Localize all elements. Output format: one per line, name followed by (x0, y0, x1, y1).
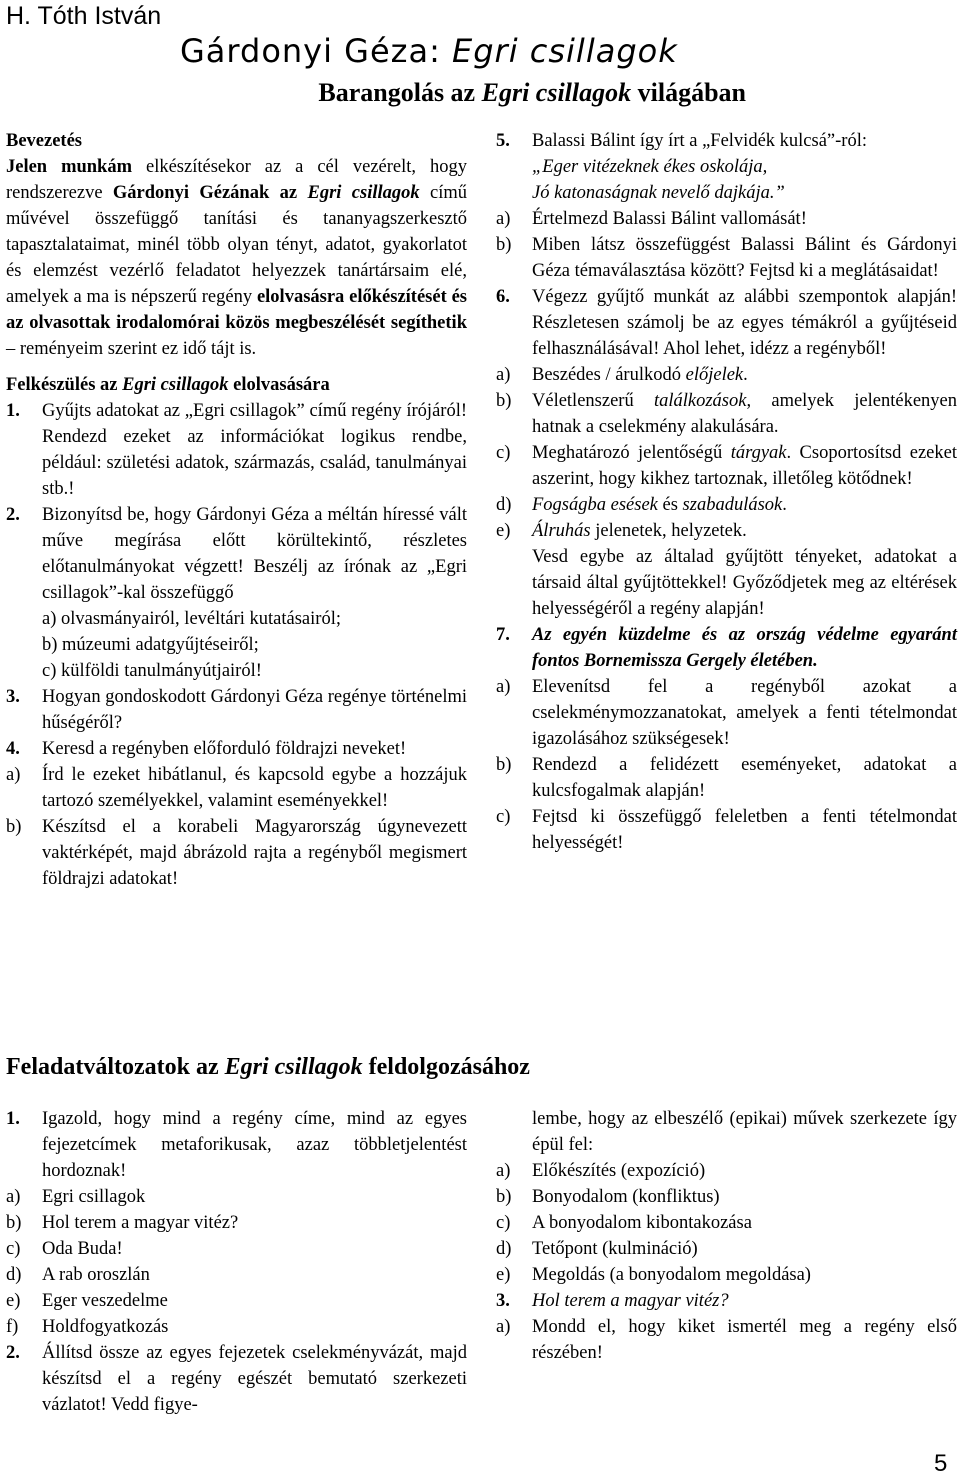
intro-text-3: – reményeim szerint ez idő tájt is. (6, 339, 257, 359)
question-4 (6, 736, 467, 762)
question-7-text: Az egyén küzdelme és az ország védelme egyaránt fontos Bornemissza Gergely életében. (532, 625, 957, 671)
task-1-a-text: Egri csillagok (42, 1187, 146, 1207)
question-4-number: 4. (6, 739, 20, 759)
intro-heading: Bevezetés (6, 131, 83, 151)
question-6-a (496, 362, 957, 388)
question-7-a-text: Elevenítsd fel a regényből azokat a cselekménymozzanatokat, amelyek a fenti tételmondat igazolásához szükségesek! (532, 677, 957, 749)
task-1-f (6, 1314, 467, 1340)
question-6-c-plain: Meghatározó jelentőségű (532, 443, 731, 463)
question-4-b-text: Készítsd el a korabeli Magyarország úgynevezett vaktérképét, majd ábrázold rajta a regényből megismert földrajzi adatokat! (42, 817, 467, 889)
subtitle-italic: Egri csillagok (481, 78, 632, 107)
task-3-text: Hol terem a magyar vitéz? (532, 1291, 729, 1311)
structure-b (496, 1184, 957, 1210)
task-2-number: 2. (6, 1343, 20, 1363)
structure-a (496, 1158, 957, 1184)
task-1-b (6, 1210, 467, 1236)
question-6-c-text (532, 440, 957, 492)
question-6-d-italic-2: szabadulások (682, 495, 783, 515)
question-7-b (496, 752, 957, 804)
question-4-a-text: Írd le ezeket hibátlanul, és kapcsold egybe a hozzájuk tartozó személyekkel, valamint eseményekkel! (42, 765, 467, 811)
question-4-a (6, 762, 467, 814)
intro-bold-italic: Egri csillagok (307, 183, 420, 203)
task-1-e-text: Eger veszedelme (42, 1291, 168, 1311)
task-1-e-label: e) (6, 1291, 21, 1311)
structure-a-text: Előkészítés (expozíció) (532, 1161, 706, 1181)
structure-e-text: Megoldás (a bonyodalom megoldása) (532, 1265, 811, 1285)
task-3-a-label: a) (496, 1317, 511, 1337)
section-heading-a: Feladatváltozatok az (6, 1054, 225, 1080)
prep-heading-b: elolvasására (228, 375, 330, 395)
right-column (496, 128, 957, 856)
structure-b-label: b) (496, 1187, 512, 1207)
question-6-e-italic: Álruhás (532, 521, 591, 541)
question-6-note: Vesd egybe az általad gyűjtött tényeket, adatokat a társaid által gyűjtöttekkel! Győződjetek meg az eltérések helyességéről a regény alapján! (532, 547, 957, 619)
page-number: 5 (934, 1450, 948, 1477)
task-1-f-text: Holdfogyatkozás (42, 1317, 169, 1337)
intro-bold-1: Jelen munkám (6, 157, 133, 177)
structure-c-label: c) (496, 1213, 511, 1233)
task-1 (6, 1106, 467, 1184)
question-4-text: Keresd a regényben előforduló földrajzi neveket! (42, 739, 407, 759)
question-6-e-label: e) (496, 521, 511, 541)
question-6-c-italic: tárgyak (730, 443, 787, 463)
page-subtitle (170, 76, 746, 110)
question-6-a-end: . (743, 365, 748, 385)
question-7-b-text: Rendezd a felidézett eseményeket, adatokat a kulcsfogalmak alapján! (532, 755, 957, 801)
task-1-c-label: c) (6, 1239, 21, 1259)
structure-d-text: Tetőpont (kulmináció) (532, 1239, 698, 1259)
question-7-b-label: b) (496, 755, 512, 775)
task-3 (496, 1288, 957, 1314)
question-6-b-italic: találkozások (653, 391, 747, 411)
section-heading-b: feldolgozásához (362, 1054, 530, 1080)
question-2-text: Bizonyítsd be, hogy Gárdonyi Géza a méltán híressé vált műve megírása előtt körültekintő, részletes előtanulmányokat végzett! Beszélj az írónak az „Egri csillagok”-kal összefüggő (42, 505, 467, 603)
question-7-c-label: c) (496, 807, 511, 827)
question-3-number: 3. (6, 687, 20, 707)
question-7-a (496, 674, 957, 752)
question-2-sub-b: b) múzeumi adatgyűjtéseiről; (42, 635, 259, 655)
structure-c (496, 1210, 957, 1236)
subtitle-prefix: Barangolás az (318, 78, 482, 107)
question-6-text: Végezz gyűjtő munkát az alábbi szempontok alapján! Részletesen számolj be az egyes témákról a gyűjtéseid felhasználásával! Ahol lehet, idézz a regényből! (532, 287, 957, 359)
question-1-text: Gyűjts adatokat az „Egri csillagok” című regény írójáról! Rendezd ezeket az információkat logikus rendbe, például: születési adatok, származás, család, tanulmányai stb.! (42, 401, 467, 499)
question-6-a-plain: Beszédes / árulkodó (532, 365, 686, 385)
question-5 (496, 128, 957, 154)
question-4-b (6, 814, 467, 892)
task-2 (6, 1340, 467, 1418)
question-2-sub-a: a) olvasmányairól, levéltári kutatásairól; (42, 609, 341, 629)
structure-e (496, 1262, 957, 1288)
title-prefix: Gárdonyi Géza: (180, 32, 453, 70)
question-7-c-text: Fejtsd ki összefüggő feleletben a fenti tételmondat helyességét! (532, 807, 957, 853)
question-5-b-label: b) (496, 235, 512, 255)
question-5-a-label: a) (496, 209, 511, 229)
task-1-a (6, 1184, 467, 1210)
intro-text-1: elkészítésekor az a cél vezérelt, hogy rendszerezve (6, 157, 467, 203)
structure-b-text: Bonyodalom (konfliktus) (532, 1187, 720, 1207)
question-6-a-label: a) (496, 365, 511, 385)
question-6-e (496, 518, 957, 544)
quote-line-1: „Eger vitézeknek ékes oskolája, (532, 157, 768, 177)
task-3-a-text: Mondd el, hogy kiket ismertél meg a regény első részében! (532, 1317, 957, 1363)
intro-paragraph (6, 154, 467, 362)
task-1-f-label: f) (6, 1317, 19, 1337)
task-2-continuation: lembe, hogy az elbeszélő (epikai) művek szerkezete így épül fel: (532, 1109, 957, 1155)
structure-c-text: A bonyodalom kibontakozása (532, 1213, 752, 1233)
structure-a-label: a) (496, 1161, 511, 1181)
author-name: H. Tóth István (6, 2, 162, 30)
prep-heading (6, 372, 467, 398)
task-3-a (496, 1314, 957, 1366)
question-4-a-label: a) (6, 765, 21, 785)
intro-text-2: című művével összefüggő tanítási és tananyagszerkesztő tapasztalataimat, minél több olyan tényt, adatot, gyakorlatot és elemzést vezérlő feladatot helyezzek tanártársaim elé, amelyek a ma is népszerű regény (6, 183, 467, 307)
question-5-a (496, 206, 957, 232)
task-1-d (6, 1262, 467, 1288)
question-6-a-text (532, 362, 957, 388)
question-3 (6, 684, 467, 736)
question-6-b-end: , amelyek jelentékenyen hatnak a cselekmény alakulására. (532, 391, 958, 437)
task-1-text: Igazold, hogy mind a regény címe, mind az egyes fejezetcímek metaforikusak, azaz többletjelentést hordoznak! (42, 1109, 467, 1181)
question-2 (6, 502, 467, 606)
question-6-c (496, 440, 957, 492)
question-6-d-text (532, 492, 957, 518)
question-6-number: 6. (496, 287, 510, 307)
prep-heading-a: Felkészülés az (6, 375, 123, 395)
question-2-number: 2. (6, 505, 20, 525)
section-heading (6, 1052, 530, 1082)
structure-d (496, 1236, 957, 1262)
question-7-c (496, 804, 957, 856)
question-6-e-text (532, 518, 957, 544)
task-1-b-text: Hol terem a magyar vitéz? (42, 1213, 239, 1233)
question-1-number: 1. (6, 401, 20, 421)
question-6-b-plain: Véletlenszerű (532, 391, 654, 411)
question-1 (6, 398, 467, 502)
question-2-sub-c: c) külföldi tanulmányútjairól! (42, 661, 262, 681)
question-3-text: Hogyan gondoskodott Gárdonyi Géza regénye történelmi hűségéről? (42, 687, 467, 733)
task-2-text: Állítsd össze az egyes fejezetek cselekményvázát, majd készítsd el a regény egészét bemutató szerkezeti vázlatot! Vedd figye- (42, 1343, 467, 1415)
question-6-e-plain: jelenetek, helyzetek. (590, 521, 747, 541)
page-title (180, 30, 780, 72)
question-7-number: 7. (496, 625, 510, 645)
question-4-b-label: b) (6, 817, 22, 837)
section-heading-italic: Egri csillagok (224, 1054, 363, 1080)
question-5-b-text: Miben látsz összefüggést Balassi Bálint és Gárdonyi Géza témaválasztása között? Fejtsd ki a meglátásaidat! (532, 235, 957, 281)
task-1-d-label: d) (6, 1265, 22, 1285)
question-6-c-label: c) (496, 443, 511, 463)
question-6-d (496, 492, 957, 518)
intro-bold-3: elolvasásra előkészítését és az olvasottak irodalomórai közös megbeszélését segíthetik (6, 287, 467, 333)
question-7-a-label: a) (496, 677, 511, 697)
question-6-d-end: . (782, 495, 787, 515)
question-6-d-italic-1: Fogságba esések (532, 495, 658, 515)
task-1-e (6, 1288, 467, 1314)
question-6-b-text (532, 388, 957, 440)
question-6-b (496, 388, 957, 440)
question-5-b (496, 232, 957, 284)
task-1-b-label: b) (6, 1213, 22, 1233)
question-5-a-text: Értelmezd Balassi Bálint vallomását! (532, 209, 807, 229)
bottom-right-column (496, 1106, 957, 1366)
prep-heading-italic: Egri csillagok (122, 375, 229, 395)
question-6-d-plain: és (657, 495, 683, 515)
question-5-number: 5. (496, 131, 510, 151)
question-5-text: Balassi Bálint így írt a „Felvidék kulcsá”-ról: (532, 131, 867, 151)
task-1-a-label: a) (6, 1187, 21, 1207)
question-7 (496, 622, 957, 674)
title-italic: Egri csillagok (452, 32, 678, 70)
question-6 (496, 284, 957, 362)
task-1-number: 1. (6, 1109, 20, 1129)
quote-line-2: Jó katonaságnak nevelő dajkája.” (532, 183, 785, 203)
question-6-b-label: b) (496, 391, 512, 411)
left-column (6, 128, 467, 892)
structure-d-label: d) (496, 1239, 512, 1259)
task-3-number: 3. (496, 1291, 510, 1311)
intro-bold-2: Gárdonyi Gézának az (112, 183, 308, 203)
task-1-d-text: A rab oroszlán (42, 1265, 150, 1285)
question-6-a-italic: előjelek (685, 365, 744, 385)
question-6-c-end: . Csoportosítsd ezeket aszerint, hogy kikhez tartoznak, illetőleg kötődnek! (532, 443, 957, 489)
structure-e-label: e) (496, 1265, 511, 1285)
question-6-d-label: d) (496, 495, 512, 515)
subtitle-suffix: világában (631, 78, 746, 107)
bottom-left-column (6, 1106, 467, 1418)
task-1-c (6, 1236, 467, 1262)
task-1-c-text: Oda Buda! (42, 1239, 123, 1259)
